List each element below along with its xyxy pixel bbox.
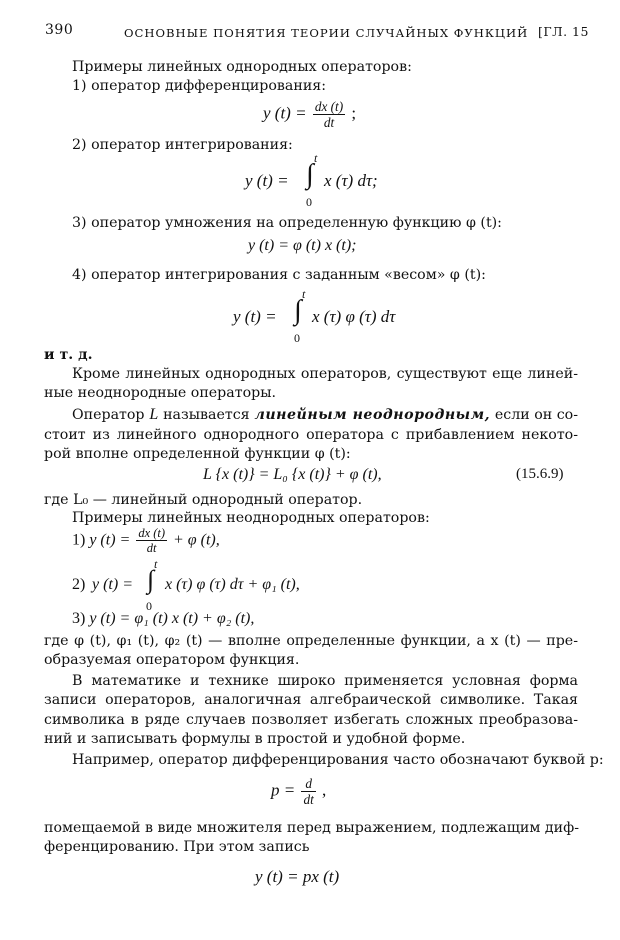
text-run: если он со- <box>494 407 578 423</box>
paragraph-2-line-3: рой вполне определенной функции φ (t): <box>44 446 351 462</box>
paragraph-2-line-2: стоит из линейного однородного оператора с прибавлением некото- <box>44 427 578 443</box>
where-clause-2-line-1: где φ (t), φ₁ (t), φ₂ (t) — вполне определенные функции, а x (t) — пре- <box>44 633 578 649</box>
paragraph-2-line-1 <box>72 405 578 425</box>
integral-sign: ∫ <box>147 565 155 594</box>
example-2-formula <box>72 557 372 615</box>
fraction <box>136 526 167 556</box>
example-label: 2) <box>72 576 86 593</box>
integral-sign: ∫ <box>306 159 314 190</box>
text-run: Оператор <box>72 407 145 423</box>
integrand: x (τ) φ (τ) dτ + φ₁ (t), <box>165 576 300 593</box>
integral-upper-limit: t <box>154 557 158 571</box>
formula-weighted-integral <box>233 285 433 345</box>
paragraph-4-line-1: Например, оператор дифференцирования часто обозначают буквой p: <box>72 752 604 768</box>
item-3-text: 3) оператор умножения на определенную функцию φ (t): <box>72 215 502 231</box>
item-1-text: 1) оператор дифференцирования: <box>72 78 327 94</box>
fraction-numerator: d <box>301 776 315 792</box>
example-label: 1) <box>72 531 86 549</box>
fraction-denominator: dt <box>146 541 157 556</box>
item-2-text: 2) оператор интегрирования: <box>72 137 293 153</box>
example-3-formula <box>72 610 254 628</box>
fraction-denominator: dt <box>303 792 314 808</box>
text-run: называется <box>163 407 250 423</box>
running-title: ОСНОВНЫЕ ПОНЯТИЯ ТЕОРИИ СЛУЧАЙНЫХ ФУНКЦИЙ <box>124 26 529 40</box>
where-clause-2-line-2: образуемая оператором функция. <box>44 652 300 668</box>
paragraph-3-line-3: символика в ряде случаев позволяет избегать сложных преобразова- <box>44 712 578 728</box>
paragraph-intro: Примеры линейных однородных операторов: <box>72 59 412 75</box>
integrand: x (τ) φ (τ) dτ <box>312 307 396 326</box>
formula-px: y (t) = px (t) <box>255 867 340 886</box>
fraction-denominator: dt <box>323 115 335 131</box>
formula-tail: + φ (t), <box>172 531 220 549</box>
fraction <box>313 99 345 131</box>
formula-tail: ; <box>351 103 357 123</box>
paragraph-5-line-2: ференцированию. При этом запись <box>44 839 310 855</box>
fraction-numerator: dx (t) <box>138 526 165 540</box>
paragraph-3-line-4: ний и записывать формулы в простой и удобной форме. <box>44 731 466 747</box>
formula-lhs: y (t) = <box>245 171 289 190</box>
integral-sign: ∫ <box>294 295 302 326</box>
formula-lhs: y (t) = <box>89 531 131 549</box>
page-number: 390 <box>45 22 74 38</box>
formula-derivative <box>263 99 356 131</box>
integral-lower-limit: 0 <box>306 195 312 209</box>
etc-text: и т. д. <box>44 347 93 363</box>
formula-lhs: p = <box>271 780 296 800</box>
example-label: 3) <box>72 610 86 627</box>
formula-multiplication: y (t) = φ (t) x (t); <box>248 237 357 254</box>
paragraph-3-line-1: В математике и технике широко применяется условная форма <box>72 673 578 689</box>
formula-lhs: y (t) = <box>92 576 133 593</box>
paragraph-5-line-1: помещаемой в виде множителя перед выражением, подлежащим диф- <box>44 820 579 836</box>
paragraph-intro-2: Примеры линейных неоднородных операторов: <box>72 510 430 526</box>
integral-upper-limit: t <box>314 151 318 165</box>
formula-lhs: y (t) = <box>233 307 277 326</box>
formula-integral <box>245 153 445 213</box>
integrand: x (τ) dτ; <box>324 171 378 190</box>
fraction-numerator: dx (t) <box>314 99 344 114</box>
equation-15-6-9: L {x (t)} = L₀ {x (t)} + φ (t), <box>203 466 382 483</box>
formula-p-operator <box>271 776 326 808</box>
where-clause-1: где L₀ — линейный однородный оператор. <box>44 492 363 508</box>
chapter-marker: [ГЛ. 15 <box>538 24 589 39</box>
term-linear-inhomogeneous: линейным неоднородным, <box>254 407 491 423</box>
paragraph-3-line-2: записи операторов, аналогичная алгебраической символике. Такая <box>44 692 578 708</box>
example-1-formula <box>72 526 220 556</box>
integral-lower-limit: 0 <box>294 331 300 345</box>
operator-symbol: L <box>149 406 159 423</box>
paragraph-1-line-2: ные неоднородные операторы. <box>44 385 277 401</box>
formula-expression: y (t) = φ₁ (t) x (t) + φ₂ (t), <box>89 610 255 627</box>
paragraph-1-line-1: Кроме линейных однородных операторов, существуют еще линей- <box>72 366 578 382</box>
integral-upper-limit: t <box>302 287 306 301</box>
equation-number: (15.6.9) <box>516 466 564 482</box>
integral-lower-limit: 0 <box>146 599 152 613</box>
fraction <box>301 776 315 808</box>
formula-lhs: y (t) = <box>263 103 307 123</box>
item-4-text: 4) оператор интегрирования с заданным «весом» φ (t): <box>72 267 486 283</box>
formula-tail: , <box>322 780 327 800</box>
